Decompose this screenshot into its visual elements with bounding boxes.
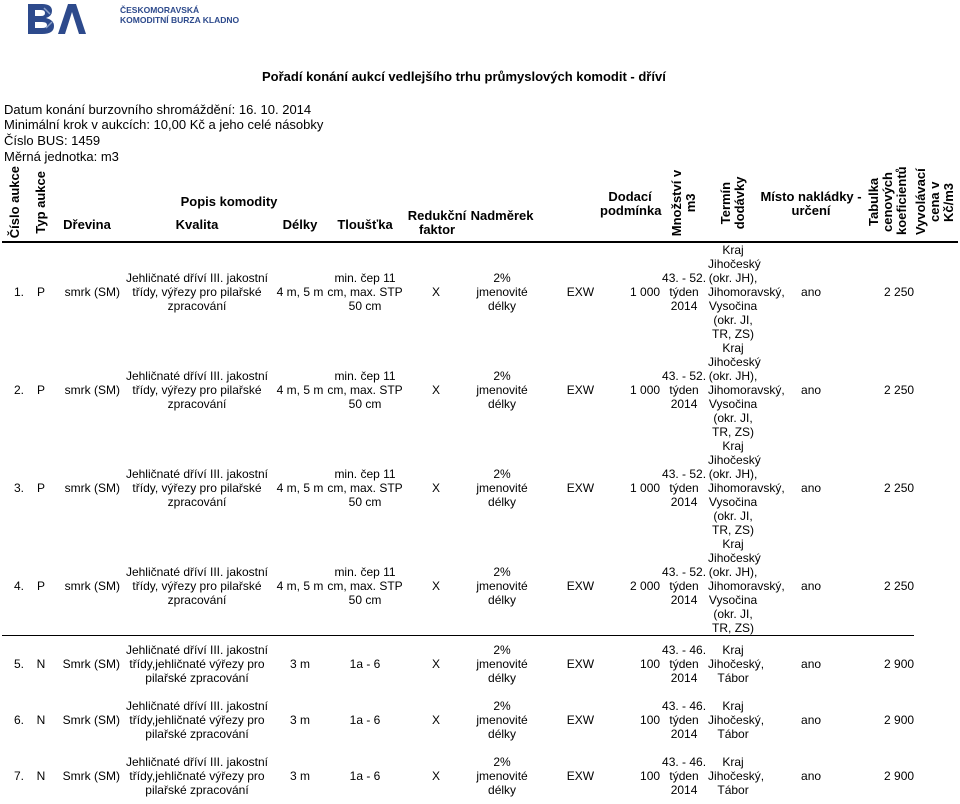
cell-termin: 43. - 52. týden 2014 — [662, 467, 707, 510]
table-row — [2, 242, 958, 341]
cell-delky: 3 m — [289, 769, 310, 784]
info-date: Datum konání burzovního shromáždění: 16. 10. 2014 — [4, 102, 312, 117]
cell-nadmerek: 2% jmenovité délky — [470, 636, 534, 693]
cell-delky: 3 m — [289, 713, 310, 728]
cell-termin: 43. - 52. týden 2014 — [662, 271, 707, 314]
header-termin: Termín dodávky — [718, 175, 748, 229]
page-title: Pořadí konání aukcí vedlejšího trhu průmyslových komodit - dříví — [262, 69, 666, 84]
info-bus-number: Číslo BUS: 1459 — [4, 133, 101, 148]
cell-tabulka: ano — [801, 285, 822, 300]
cell-tabulka: ano — [758, 636, 864, 693]
cell-misto: Kraj Jihočeský (okr. JH), Jihomoravský, Vysočina (okr. JI, TR, ZS) — [708, 243, 785, 342]
header-mnozstvi: Množství v m3 — [669, 168, 699, 236]
cell-drevina: smrk (SM) — [64, 285, 120, 300]
cell-tloustka: min. čep 11 cm, max. STP 50 cm — [327, 369, 403, 412]
cell-nadmerek: 2% jmenovité délky — [476, 271, 528, 314]
cell-kvalita: Jehličnaté dříví III. jakostní třídy,jehličnaté výřezy pro pilařské zpracování — [125, 699, 269, 742]
cell-nadmerek: 2% jmenovité délky — [476, 565, 528, 608]
header-cena: Vyvolávací cena v Kč/m3 — [913, 168, 957, 236]
cell-delky: 4 m, 5 m — [276, 285, 324, 300]
cell-kvalita: Jehličnaté dříví III. jakostní třídy,jehličnaté výřezy pro pilařské zpracování — [125, 755, 269, 798]
header-delky: Délky — [274, 209, 326, 242]
cell-typ: P — [36, 579, 45, 594]
cell-typ: P — [36, 481, 45, 496]
cell-termin: 43. - 52. týden 2014 — [662, 565, 707, 608]
header-tloustka: Tloušťka — [326, 209, 404, 242]
cell-cislo: 4. — [13, 579, 24, 594]
cell-dodaci: EXW — [566, 383, 595, 398]
cell-cislo: 5. — [2, 636, 28, 693]
cell-cena: 2 900 — [884, 713, 915, 728]
header-redukcni: Redukční faktor — [404, 209, 470, 242]
header-drevina: Dřevina — [54, 209, 120, 242]
cell-redukcni: X — [432, 713, 441, 728]
cell-kvalita: Jehličnaté dříví III. jakostní třídy, výřezy pro pilařské zpracování — [125, 565, 269, 608]
cell-cislo: 7. — [13, 769, 24, 784]
cell-nadmerek: 2% jmenovité délky — [476, 755, 528, 798]
cell-tabulka: ano — [801, 579, 822, 594]
cell-drevina: smrk (SM) — [64, 383, 120, 398]
cell-kvalita: Jehličnaté dříví III. jakostní třídy, výřezy pro pilařské zpracování — [125, 369, 269, 412]
cell-cena: 2 250 — [884, 383, 915, 398]
cell-mnozstvi: 2 000 — [630, 579, 661, 594]
cell-tloustka: 1a - 6 — [349, 769, 381, 784]
cell-typ: P — [36, 285, 45, 300]
cell-cislo: 6. — [13, 713, 24, 728]
cell-drevina: Smrk (SM) — [62, 713, 120, 728]
cell-tloustka: 1a - 6 — [349, 713, 381, 728]
cell-tloustka: min. čep 11 cm, max. STP 50 cm — [327, 467, 403, 510]
cell-cislo: 1. — [13, 285, 24, 300]
cell-kvalita: Jehličnaté dříví III. jakostní třídy,jehličnaté výřezy pro pilařské zpracování — [120, 636, 274, 693]
cell-delky: 4 m, 5 m — [276, 383, 324, 398]
cell-misto: Kraj Jihočeský (okr. JH), Jihomoravský, Vysočina (okr. JI, TR, ZS) — [708, 537, 785, 636]
cell-tabulka: ano — [801, 481, 822, 496]
cell-tabulka: ano — [801, 383, 822, 398]
cell-nadmerek: 2% jmenovité délky — [476, 369, 528, 412]
cell-dodaci: EXW — [566, 579, 595, 594]
cell-mnozstvi: 100 — [600, 636, 660, 693]
info-min-step: Minimální krok v aukcích: 10,00 Kč a jeho celé násobky — [4, 117, 324, 132]
table-row — [2, 748, 958, 804]
cell-mnozstvi: 1 000 — [630, 285, 661, 300]
cell-redukcni: X — [432, 285, 441, 300]
cell-misto: Kraj Jihočeský (okr. JH), Jihomoravský, Vysočina (okr. JI, TR, ZS) — [708, 439, 785, 538]
header-tabulka: Tabulka cenových koeficientů — [866, 166, 910, 236]
table-body — [2, 242, 958, 804]
logo — [24, 2, 264, 38]
cell-cena: 2 900 — [884, 769, 915, 784]
cell-termin: 43. - 46. týden 2014 — [662, 755, 707, 798]
logo-line-1: ČESKOMORAVSKÁ — [120, 5, 200, 15]
cell-delky: 3 m — [274, 636, 326, 693]
cell-dodaci: EXW — [566, 285, 595, 300]
cell-redukcni: X — [432, 383, 441, 398]
cell-cena: 2 250 — [884, 579, 915, 594]
cell-delky: 4 m, 5 m — [276, 481, 324, 496]
cell-mnozstvi: 1 000 — [630, 383, 661, 398]
table-row — [2, 692, 958, 748]
cell-tloustka: min. čep 11 cm, max. STP 50 cm — [327, 271, 403, 314]
cell-termin: 43. - 52. týden 2014 — [662, 369, 707, 412]
cell-drevina: Smrk (SM) — [54, 636, 120, 693]
cell-misto: Kraj Jihočeský, Tábor — [708, 755, 765, 798]
cell-tabulka: ano — [801, 713, 822, 728]
cell-dodaci: EXW — [534, 636, 600, 693]
header-cislo: Číslo aukce — [7, 166, 22, 239]
cell-redukcni: X — [432, 579, 441, 594]
info-unit: Měrná jednotka: m3 — [4, 149, 119, 164]
logo-mark-icon — [24, 2, 94, 36]
cell-cislo: 2. — [13, 383, 24, 398]
cell-cena: 2 250 — [884, 481, 915, 496]
cell-mnozstvi: 1 000 — [630, 481, 661, 496]
cell-dodaci: EXW — [566, 713, 595, 728]
cell-termin: 43. - 46. týden 2014 — [662, 699, 707, 742]
logo-text — [120, 5, 239, 25]
header-dodaci: Dodací podmínka — [600, 166, 660, 242]
header-nadmerek: Nadměrek — [470, 209, 534, 242]
cell-nadmerek: 2% jmenovité délky — [476, 699, 528, 742]
cell-redukcni: X — [404, 636, 470, 693]
header-misto: Místo nakládky - určení — [758, 166, 864, 242]
cell-nadmerek: 2% jmenovité délky — [476, 467, 528, 510]
header-popis: Popis komodity — [180, 193, 278, 209]
cell-drevina: smrk (SM) — [64, 481, 120, 496]
cell-cena: 2 900 — [864, 636, 914, 693]
cell-mnozstvi: 100 — [640, 769, 661, 784]
cell-kvalita: Jehličnaté dříví III. jakostní třídy, výřezy pro pilařské zpracování — [125, 467, 269, 510]
table-row — [2, 341, 958, 439]
cell-kvalita: Jehličnaté dříví III. jakostní třídy, výřezy pro pilařské zpracování — [125, 271, 269, 314]
cell-misto: Kraj Jihočeský, Tábor — [708, 699, 765, 742]
cell-drevina: Smrk (SM) — [62, 769, 120, 784]
cell-redukcni: X — [432, 481, 441, 496]
cell-tloustka: min. čep 11 cm, max. STP 50 cm — [327, 565, 403, 608]
table-row — [2, 439, 958, 537]
table-row — [2, 537, 958, 636]
auction-table — [2, 166, 958, 804]
cell-typ: N — [28, 636, 54, 693]
cell-cislo: 3. — [13, 481, 24, 496]
cell-misto: Kraj Jihočeský, Tábor — [708, 636, 758, 693]
cell-dodaci: EXW — [566, 769, 595, 784]
cell-tloustka: 1a - 6 — [326, 636, 404, 693]
cell-termin: 43. - 46. týden 2014 — [660, 636, 708, 693]
cell-cena: 2 250 — [884, 285, 915, 300]
cell-typ: N — [36, 769, 46, 784]
cell-typ: P — [36, 383, 45, 398]
cell-dodaci: EXW — [566, 481, 595, 496]
header-typ: Typ aukce — [33, 170, 48, 234]
cell-typ: N — [36, 713, 46, 728]
cell-mnozstvi: 100 — [640, 713, 661, 728]
cell-tabulka: ano — [801, 769, 822, 784]
header-kvalita: Kvalita — [120, 209, 274, 242]
cell-misto: Kraj Jihočeský (okr. JH), Jihomoravský, Vysočina (okr. JI, TR, ZS) — [708, 341, 785, 440]
cell-drevina: smrk (SM) — [64, 579, 120, 594]
table-row — [2, 636, 958, 693]
logo-line-2: KOMODITNÍ BURZA KLADNO — [120, 15, 240, 25]
cell-delky: 4 m, 5 m — [276, 579, 324, 594]
cell-redukcni: X — [432, 769, 441, 784]
